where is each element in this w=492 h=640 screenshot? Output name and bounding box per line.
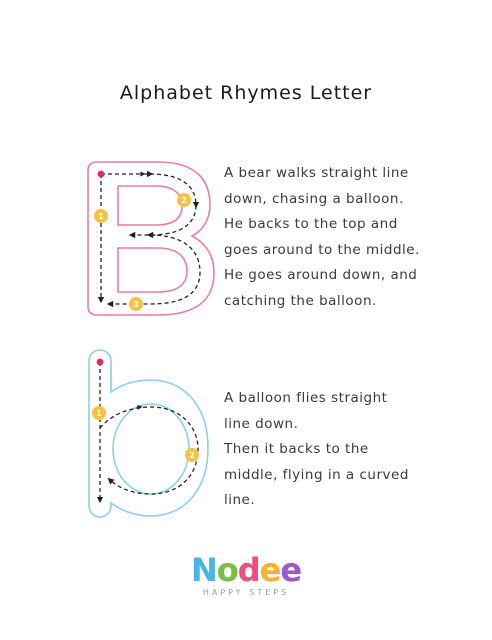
- uppercase-b-rhyme: [224, 161, 420, 315]
- rhyme-line: He backs to the top and: [224, 216, 398, 233]
- rhyme-line: A balloon flies straight: [224, 390, 388, 406]
- lowercase-b-step-badge-2: [185, 448, 199, 462]
- lowercase-b-letter: [89, 350, 208, 517]
- rhyme-line: line.: [224, 492, 256, 509]
- rhyme-line: A bear walks straight line: [224, 165, 409, 181]
- step-number: 1: [98, 212, 104, 221]
- uppercase-b-step-badge-3: [129, 297, 143, 311]
- lowercase-b-step-badge-1: [92, 406, 106, 420]
- logo-letter: e: [259, 551, 281, 589]
- logo-letter: o: [216, 551, 238, 589]
- lowercase-b-trace-stroke-2: [100, 407, 198, 494]
- rhyme-line: He goes around down, and: [224, 267, 418, 284]
- uppercase-b-step-badge-2: [177, 193, 191, 207]
- uppercase-b-start-dot: [98, 171, 105, 178]
- rhyme-line: line down.: [224, 415, 299, 432]
- step-number: 2: [189, 451, 195, 460]
- uppercase-b-step-badge-1: [94, 209, 108, 223]
- logo-letter: e: [280, 551, 302, 589]
- rhyme-line: Then it backs to the: [224, 441, 369, 458]
- logo-wordmark: [0, 552, 492, 588]
- step-number: 1: [96, 409, 102, 418]
- rhyme-line: goes around to the middle.: [224, 241, 420, 258]
- page-title: Alphabet Rhymes Letter: [119, 82, 373, 104]
- logo-letter: d: [237, 551, 260, 589]
- rhyme-line: middle, flying in a curved: [224, 466, 409, 483]
- lowercase-b-rhyme: [224, 386, 409, 514]
- lowercase-b-start-dot: [97, 359, 104, 366]
- uppercase-b-letter: [88, 162, 214, 315]
- step-number: 2: [181, 196, 187, 205]
- uppercase-b-lower-counter: [118, 248, 187, 292]
- rhyme-line: down, chasing a balloon.: [224, 190, 404, 207]
- rhyme-line: catching the balloon.: [224, 292, 377, 309]
- logo-tagline: HAPPY STEPS: [202, 588, 290, 597]
- step-number: 3: [133, 300, 139, 309]
- logo-letter: N: [190, 551, 217, 589]
- lowercase-b-bowl-counter: [113, 404, 189, 494]
- nodee-logo: [0, 552, 492, 597]
- lowercase-b-outer-outline: [89, 350, 208, 517]
- uppercase-b-upper-counter: [118, 186, 182, 225]
